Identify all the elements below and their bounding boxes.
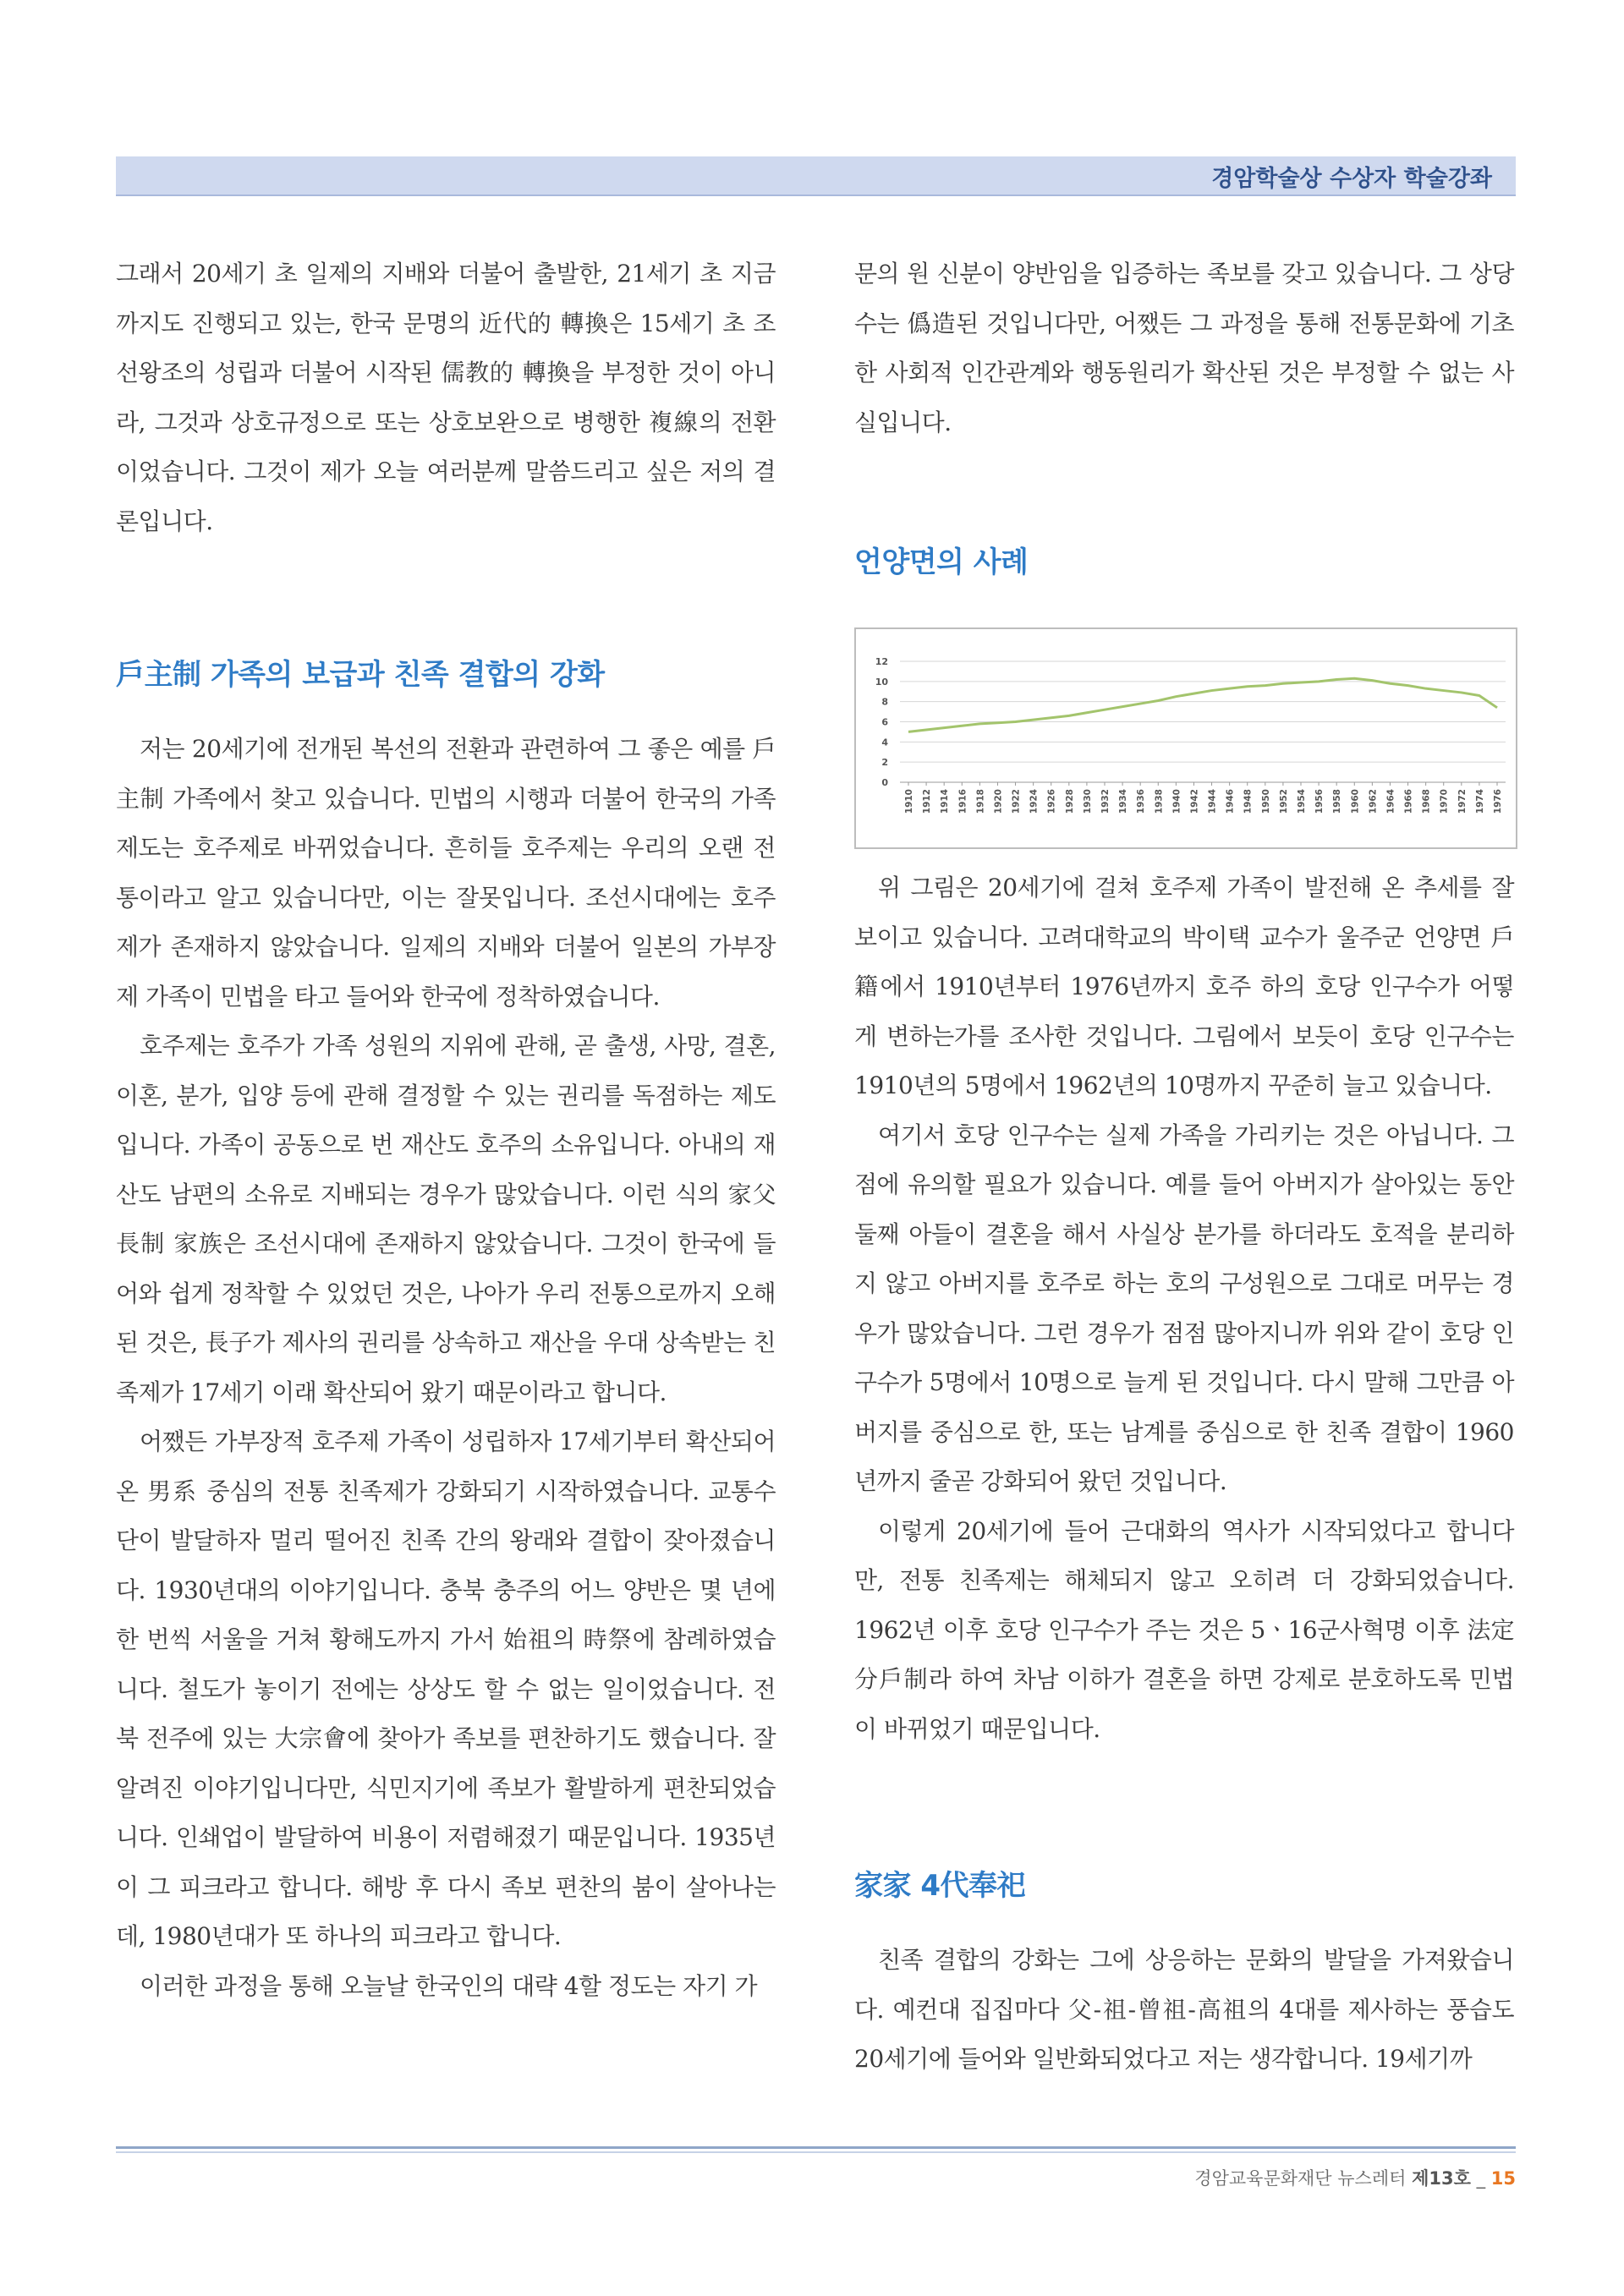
x-tick-label: 1946 bbox=[1225, 789, 1236, 814]
x-tick-label: 1936 bbox=[1136, 789, 1147, 814]
x-tick-label: 1916 bbox=[957, 789, 968, 814]
footer-rule bbox=[116, 2146, 1516, 2153]
newsletter-name: 경암교육문화재단 뉴스레터 bbox=[1194, 2168, 1407, 2189]
series-line bbox=[908, 678, 1497, 732]
section-heading-ancestral-rites: 家家 4代奉祀 bbox=[854, 1869, 1025, 1903]
x-tick-label: 1922 bbox=[1011, 789, 1022, 814]
x-tick-label: 1970 bbox=[1439, 789, 1450, 814]
line-chart bbox=[856, 629, 1516, 847]
x-tick-label: 1932 bbox=[1100, 789, 1111, 814]
paragraph: 이렇게 20세기에 들어 근대화의 역사가 시작되었다고 합니다만, 전통 친족제는 해체되지 않고 오히려 더 강화되었습니다. 1962년 이후 호당 인구수가 주는 것은 5ㆍ16군사혁명 이후 法定分戶制라 하여 차남 이하가 결혼을 하면 강제로 분호하도록 민법이 바뀌었기 때문입니다. bbox=[854, 1516, 1514, 1743]
x-tick-label: 1940 bbox=[1171, 789, 1182, 814]
footer bbox=[1194, 2165, 1516, 2190]
x-tick-label: 1974 bbox=[1474, 789, 1485, 814]
page-number: 15 bbox=[1490, 2168, 1516, 2189]
x-tick-label: 1966 bbox=[1403, 789, 1414, 814]
x-tick-label: 1930 bbox=[1082, 789, 1093, 814]
x-tick-label: 1934 bbox=[1118, 789, 1129, 814]
y-tick-label: 8 bbox=[881, 696, 888, 708]
x-tick-label: 1938 bbox=[1154, 789, 1165, 814]
x-tick-label: 1948 bbox=[1243, 789, 1254, 814]
y-tick-label: 10 bbox=[875, 676, 888, 688]
paragraph: 어쨌든 가부장적 호주제 가족이 성립하자 17세기부터 확산되어 온 男系 중심의 전통 친족제가 강화되기 시작하였습니다. 교통수단이 발달하자 멀리 떨어진 친족 간의 왕래와 결합이 잦아졌습니다. 1930년대의 이야기입니다. 충북 충주의 어느 양반은 몇 년에 한 번씩 서울을 거쳐 황해도까지 가서 始祖의 時祭에 참례하였습니다. 철도가 놓이기 전에는 상상도 할 수 없는 일이었습니다. 전북 전주에 있는 大宗會에 찾아가 족보를 편찬하기도 했습니다. 잘 알려진 이야기입니다만, 식민지기에 족보가 활발하게 편찬되었습니다. 인쇄업이 발달하여 비용이 저렴해졌기 때문입니다. 1935년이 그 피크라고 합니다. 해방 후 다시 족보 편찬의 붐이 살아나는데, 1980년대가 또 하나의 피크라고 합니다. bbox=[116, 1427, 776, 1950]
x-tick-label: 1924 bbox=[1029, 789, 1040, 814]
y-tick-label: 2 bbox=[881, 757, 888, 769]
x-tick-label: 1950 bbox=[1260, 789, 1271, 814]
paragraph: 저는 20세기에 전개된 복선의 전환과 관련하여 그 좋은 예를 戶主制 가족에서 찾고 있습니다. 민법의 시행과 더불어 한국의 가족제도는 호주제로 바뀌었습니다. 흔히들 호주제는 우리의 오랜 전통이라고 알고 있습니다만, 이는 잘못입니다. 조선시대에는 호주제가 존재하지 않았습니다. 일제의 지배와 더불어 일본의 가부장제 가족이 민법을 타고 들어와 한국에 정착하였습니다. bbox=[116, 735, 776, 1011]
x-tick-label: 1958 bbox=[1332, 789, 1343, 814]
x-tick-label: 1976 bbox=[1493, 789, 1503, 814]
x-tick-label: 1942 bbox=[1189, 789, 1200, 814]
paragraph: 여기서 호당 인구수는 실제 가족을 가리키는 것은 아닙니다. 그 점에 유의할 필요가 있습니다. 예를 들어 아버지가 살아있는 동안 둘째 아들이 결혼을 해서 사실상 분가를 하더라도 호적을 분리하지 않고 아버지를 호주로 하는 호의 구성원으로 그대로 머무는 경우가 많았습니다. 그런 경우가 점점 많아지니까 위와 같이 호당 인구수가 5명에서 10명으로 늘게 된 것입니다. 다시 말해 그만큼 아버지를 중심으로 한, 또는 남계를 중심으로 한 친족 결합이 1960년까지 줄곧 강화되어 왔던 것입니다. bbox=[854, 1121, 1514, 1495]
paragraph: 호주제는 호주가 가족 성원의 지위에 관해, 곧 출생, 사망, 결혼, 이혼, 분가, 입양 등에 관해 결정할 수 있는 권리를 독점하는 제도입니다. 가족이 공동으로 번 재산도 호주의 소유입니다. 아내의 재산도 남편의 소유로 지배되는 경우가 많았습니다. 이런 식의 家父長制 家族은 조선시대에 존재하지 않았습니다. 그것이 한국에 들어와 쉽게 정착할 수 있었던 것은, 나아가 우리 전통으로까지 오해된 것은, 長子가 제사의 권리를 상속하고 재산을 우대 상속받는 친족제가 17세기 이래 확산되어 왔기 때문이라고 합니다. bbox=[116, 1032, 776, 1406]
x-tick-label: 1920 bbox=[993, 789, 1004, 814]
x-tick-label: 1964 bbox=[1385, 789, 1396, 814]
issue-number: 제13호 bbox=[1412, 2168, 1471, 2189]
section-title: 경암학술상 수상자 학술강좌 bbox=[1211, 166, 1492, 192]
x-tick-label: 1914 bbox=[940, 789, 951, 814]
x-tick-label: 1954 bbox=[1297, 789, 1307, 814]
paragraph: 친족 결합의 강화는 그에 상응하는 문화의 발달을 가져왔습니다. 예컨대 집집마다 父-祖-曾祖-高祖의 4대를 제사하는 풍습도 20세기에 들어와 일반화되었다고 저는 생각합니다. 19세기까 bbox=[854, 1946, 1514, 2073]
paragraph: 문의 원 신분이 양반임을 입증하는 족보를 갖고 있습니다. 그 상당수는 僞造된 것입니다만, 어쨌든 그 과정을 통해 전통문화에 기초한 사회적 인간관계와 행동원리가 확산된 것은 부정할 수 없는 사실입니다. bbox=[854, 260, 1514, 436]
x-tick-label: 1956 bbox=[1314, 789, 1325, 814]
section-heading-eonyang: 언양면의 사례 bbox=[854, 545, 1029, 579]
x-tick-label: 1912 bbox=[922, 789, 933, 814]
y-tick-label: 6 bbox=[881, 716, 888, 728]
paragraph: 이러한 과정을 통해 오늘날 한국인의 대략 4할 정도는 자기 가 bbox=[140, 1971, 758, 2000]
header-bar bbox=[116, 156, 1516, 196]
x-tick-label: 1944 bbox=[1207, 789, 1218, 814]
right-column bbox=[854, 249, 1514, 2085]
x-tick-label: 1928 bbox=[1064, 789, 1075, 814]
y-tick-label: 12 bbox=[875, 656, 888, 667]
y-tick-label: 4 bbox=[881, 737, 888, 748]
paragraph: 그래서 20세기 초 일제의 지배와 더불어 출발한, 21세기 초 지금까지도 진행되고 있는, 한국 문명의 近代的 轉換은 15세기 초 조선왕조의 성립과 더불어 시작된 儒教的 轉換을 부정한 것이 아니라, 그것과 상호규정으로 또는 상호보완으로 병행한 複線의 전환이었습니다. 그것이 제가 오늘 여러분께 말씀드리고 싶은 저의 결론입니다. bbox=[116, 260, 776, 535]
x-tick-label: 1952 bbox=[1278, 789, 1289, 814]
section-heading-household: 戶主制 가족의 보급과 친족 결합의 강화 bbox=[116, 658, 605, 692]
footer-separator: _ bbox=[1476, 2168, 1486, 2189]
x-tick-label: 1972 bbox=[1457, 789, 1468, 814]
household-size-chart bbox=[854, 627, 1517, 849]
x-tick-label: 1926 bbox=[1046, 789, 1057, 814]
y-tick-label: 0 bbox=[881, 777, 888, 788]
paragraph: 위 그림은 20세기에 걸쳐 호주제 가족이 발전해 온 추세를 잘 보이고 있습니다. 고려대학교의 박이택 교수가 울주군 언양면 戶籍에서 1910년부터 1976년까지 호주 하의 호당 인구수가 어떻게 변하는가를 조사한 것입니다. 그림에서 보듯이 호당 인구수는 1910년의 5명에서 1962년의 10명까지 꾸준히 늘고 있습니다. bbox=[854, 874, 1514, 1099]
x-tick-label: 1960 bbox=[1350, 789, 1361, 814]
x-tick-label: 1910 bbox=[904, 789, 914, 814]
x-tick-label: 1918 bbox=[975, 789, 986, 814]
x-tick-label: 1968 bbox=[1421, 789, 1432, 814]
x-tick-label: 1962 bbox=[1368, 789, 1379, 814]
left-column bbox=[116, 249, 776, 2011]
